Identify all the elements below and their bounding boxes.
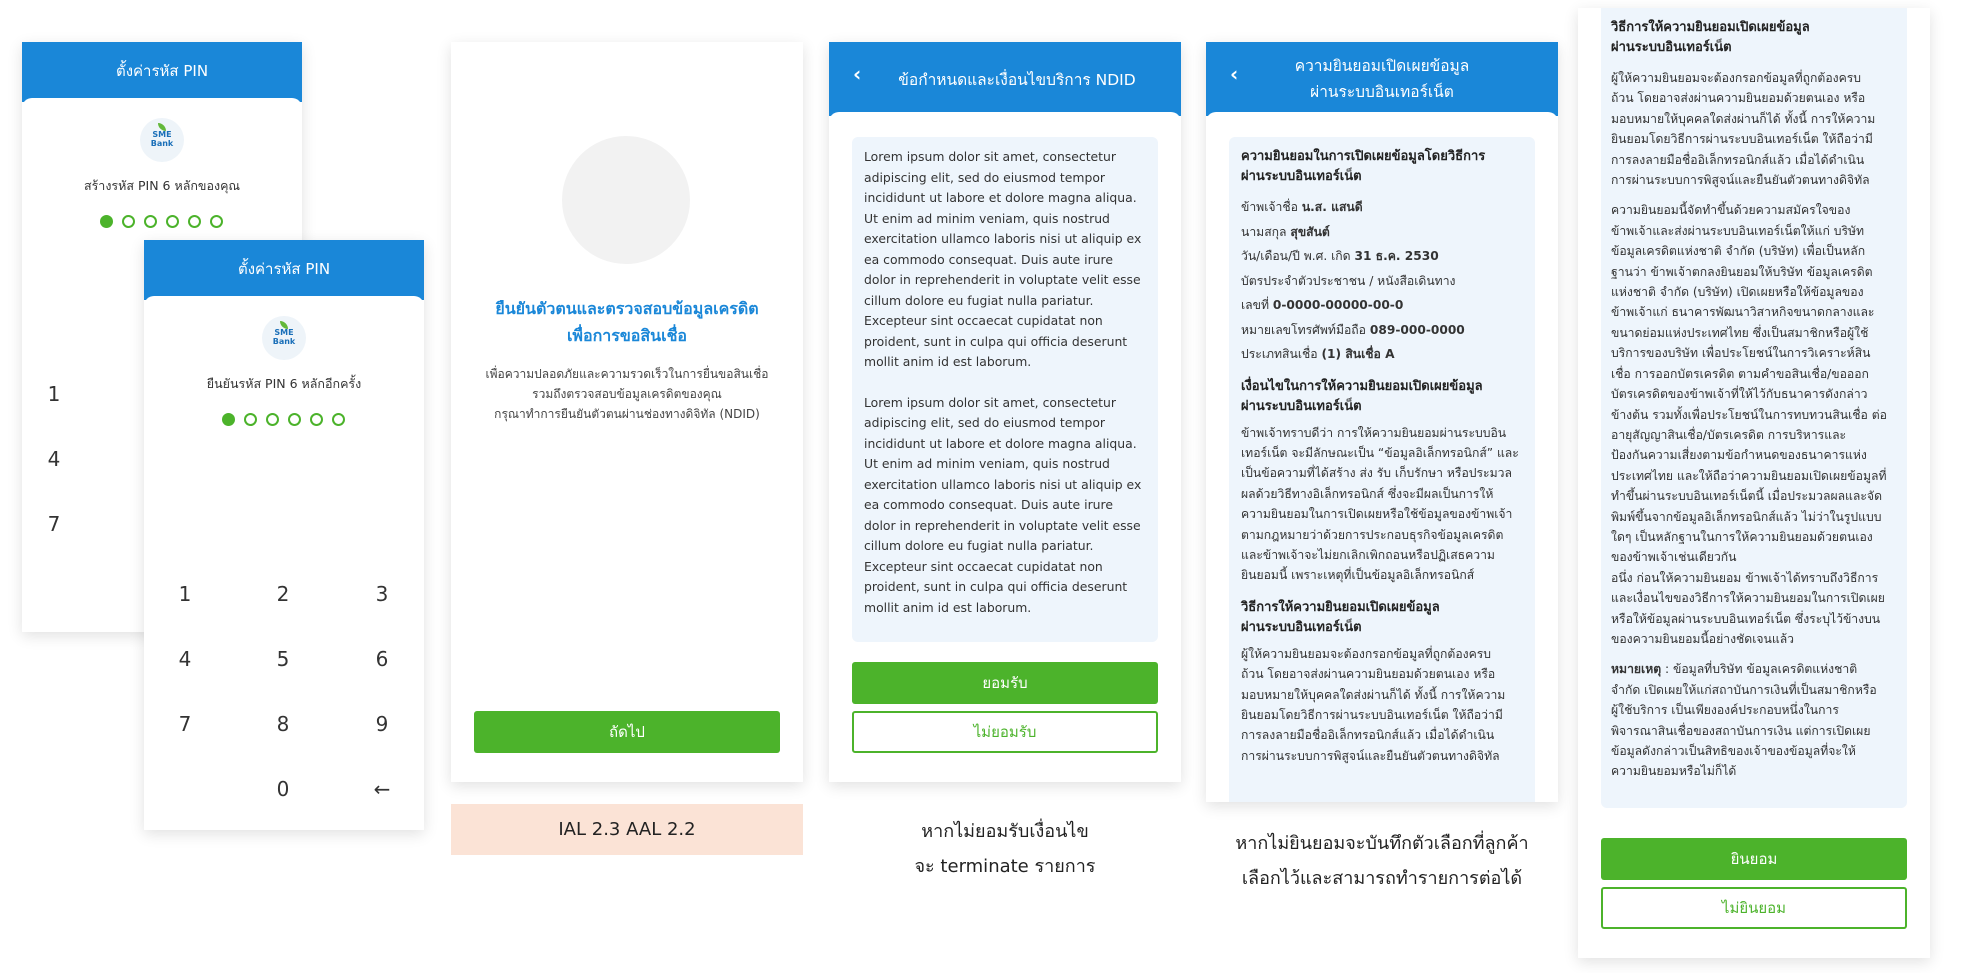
section-title: ผ่านระบบอินเทอร์เน็ต	[1611, 40, 1732, 55]
para2-line: พิมพ์ขึ้นจากข้อมูลอิเล็กทรอนิกส์แล้ว ไม่ว่าในรูปแบบ	[1611, 509, 1882, 524]
section-title: ความยินยอมในการเปิดเผยข้อมูลโดยวิธีการ	[1241, 149, 1486, 164]
section-title: ผ่านระบบอินเทอร์เน็ต	[1241, 398, 1362, 414]
accept-button[interactable]: ยอมรับ	[852, 662, 1158, 704]
header-title: ตั้งค่ารหัส PIN	[115, 62, 209, 80]
section2-line: และข้าพเจ้าจะไม่ยกเลิกเพิกถอนหรือปฏิเสธความ	[1241, 547, 1495, 562]
field-label: ข้าพเจ้าชื่อ	[1241, 200, 1298, 214]
para2-line: บัตรเครดิตของข้าพเจ้าที่ให้ไว้กับธนาคารดังกล่าว	[1611, 387, 1868, 402]
para2-line: หรือให้ข้อมูลผ่านระบบอินเทอร์เน็ต ซึ่งระบุไว้ข้างบน	[1611, 611, 1881, 626]
terms-caption	[829, 814, 1181, 884]
logo-text: SME Bank	[150, 130, 174, 148]
para2-line: ข้อมูลเครดิตแห่งชาติ จำกัด (บริษัท) เพื่อเป็นหลัก	[1611, 244, 1866, 259]
agree-button[interactable]: ยินยอม	[1601, 838, 1907, 880]
field-label: วัน/เดือน/ปี พ.ศ. เกิด	[1241, 249, 1351, 263]
pin-dot	[100, 215, 113, 228]
pin-create-header	[22, 42, 302, 102]
section3-line: ยินยอมโดยวิธีการผ่านระบบอินเทอร์เน็ต ให้ถือว่ามี	[1241, 707, 1503, 722]
note-first-line	[1611, 659, 1897, 679]
pin-dot	[244, 413, 257, 426]
consent-field-dob	[1241, 244, 1523, 269]
para2-line: แห่งชาติ จำกัด (บริษัท) เปิดเผยหรือให้ข้อมูลของ	[1611, 285, 1864, 300]
pin-confirm-card	[144, 296, 424, 830]
para1-line: มอบหมายให้บุคคลใดส่งผ่านก็ได้ ทั้งนี้ การให้ความ	[1611, 111, 1876, 126]
consent-field-id-label: บัตรประจำตัวประชาชน / หนังสือเดินทาง	[1241, 273, 1456, 288]
terms-text-box	[852, 137, 1158, 642]
keypad-key-4[interactable]: 4	[178, 647, 192, 671]
field-value: (1) สินเชื่อ A	[1321, 347, 1395, 361]
section-title: ผ่านระบบอินเทอร์เน็ต	[1241, 169, 1362, 184]
verify-identity-screen	[451, 42, 803, 782]
para1-line: การลงลายมือชื่ออิเล็กทรอนิกส์แล้ว เมื่อได้ดำเนิน	[1611, 152, 1865, 167]
para2-line: อนึ่ง ก่อนให้ความยินยอม ข้าพเจ้าได้ทราบถึงวิธีการ	[1611, 570, 1879, 585]
next-button[interactable]: ถัดไป	[474, 711, 780, 753]
disagree-button[interactable]: ไม่ยินยอม	[1601, 887, 1907, 929]
pin-dots	[100, 215, 223, 228]
field-label: เลขที่	[1241, 298, 1269, 312]
field-value: น.ส. แสนดี	[1301, 200, 1363, 214]
pin-confirm-screen	[144, 240, 424, 830]
para2-line: ใดๆ เป็นหลักฐานในการให้ความยินยอมด้วยตนเอง	[1611, 529, 1873, 544]
field-value: 0-0000-00000-00-0	[1272, 298, 1404, 312]
consent-caption-line: เลือกไว้และสามารถทำรายการต่อได้	[1241, 868, 1523, 889]
keypad-key-1[interactable]: 1	[47, 382, 61, 406]
sme-bank-logo	[262, 316, 306, 360]
header-title: ตั้งค่ารหัส PIN	[237, 260, 331, 278]
pin-dot	[222, 413, 235, 426]
para2-line: ข้างต้น รวมทั้งเพื่อประโยชน์ในการทบทวนสินเชื่อ ต่อ	[1611, 407, 1887, 422]
field-label: นามสกุล	[1241, 224, 1287, 239]
section3-line: การลงลายมือชื่ออิเล็กทรอนิกส์แล้ว เมื่อได้ดำเนิน	[1241, 728, 1495, 743]
section3-line: ผู้ให้ความยินยอมจะต้องกรอกข้อมูลที่ถูกต้องครบ	[1241, 646, 1492, 661]
para2-line: ขนาดย่อมแห่งประเทศไทย ซึ่งเป็นสมาชิกหรือผู้ใช้	[1611, 325, 1869, 340]
header-title-line: ความยินยอมเปิดเผยข้อมูล	[1294, 57, 1470, 75]
section2-line: ผลด้วยวิธีทางอิเล็กทรอนิกส์ ซึ่งจะมีผลเป็นการให้	[1241, 486, 1494, 501]
consent-header	[1206, 42, 1558, 116]
note-text: : ข้อมูลที่บริษัท ข้อมูลเครดิตแห่งชาติ	[1661, 662, 1858, 677]
keypad-key-5[interactable]: 5	[276, 647, 290, 671]
para1-line: ถ้วน โดยอาจส่งผ่านความยินยอมด้วยตนเอง หรือ	[1611, 91, 1866, 106]
para2-line: บริการของบริษัท เพื่อประโยชน์ในการวิเคราะห์สิน	[1611, 346, 1871, 361]
para2-line: ข้าพเจ้าและส่งผ่านระบบอินเทอร์เน็ตให้แก่ บริษัท	[1611, 223, 1865, 238]
para2-line: ฐานว่า ข้าพเจ้าตกลงยินยอมให้บริษัท ข้อมูลเครดิต	[1611, 264, 1873, 279]
consent-field-loan	[1241, 342, 1523, 367]
verify-description	[451, 364, 803, 424]
field-value: 31 ธ.ค. 2530	[1354, 249, 1439, 263]
consent-text-box	[1229, 137, 1535, 802]
logo-text: SME Bank	[272, 328, 296, 346]
consent-scrolled-text-box	[1601, 8, 1907, 808]
note-line: จำกัด เปิดเผยให้แก่สถาบันการเงินที่เป็นสมาชิกหรือ	[1611, 682, 1877, 697]
consent-caption-line: หากไม่ยินยอมจะบันทึกตัวเลือกที่ลูกค้า	[1235, 833, 1529, 854]
terms-caption-line: หากไม่ยอมรับเงื่อนไข	[921, 821, 1089, 842]
pin-dot	[332, 413, 345, 426]
pin-dot	[310, 413, 323, 426]
keypad-key-4[interactable]: 4	[47, 447, 61, 471]
header-title-line: ผ่านระบบอินเทอร์เน็ต	[1310, 83, 1454, 101]
para2-line: และเงื่อนไขของวิธีการให้ความยินยอมในการเปิดเผย	[1611, 591, 1885, 606]
pin-dot	[166, 215, 179, 228]
pin-confirm-header	[144, 240, 424, 300]
pin-dots	[222, 413, 345, 426]
verify-title-line: ยืนยันตัวตนและตรวจสอบข้อมูลเครดิต	[495, 299, 759, 318]
para2-line: ความยินยอมนี้จัดทำขึ้นด้วยความสมัครใจของ	[1611, 203, 1851, 218]
consent-field-surname	[1241, 220, 1523, 245]
header-title: ข้อกำหนดและเงื่อนไขบริการ NDID	[898, 71, 1136, 89]
consent-field-phone	[1241, 318, 1523, 343]
terms-caption-line: จะ terminate รายการ	[914, 856, 1096, 877]
keypad-key-7[interactable]: 7	[47, 512, 61, 536]
section-title: วิธีการให้ความยินยอมเปิดเผยข้อมูล	[1611, 20, 1810, 35]
header-title	[1206, 53, 1558, 105]
section2-line: ความยินยอมในการเปิดเผยหรือใช้ข้อมูลของข้าพเจ้า	[1241, 507, 1513, 522]
verify-desc-line: กรุณาทำการยืนยันตัวตนผ่านช่องทางดิจิทัล (NDID)	[494, 407, 760, 421]
field-value: สุขสันต์	[1290, 224, 1330, 239]
consent-field-name	[1241, 195, 1523, 220]
field-label: ประเภทสินเชื่อ	[1241, 347, 1318, 361]
keypad-key-3[interactable]: 3	[375, 582, 389, 606]
sme-bank-logo	[140, 118, 184, 162]
note-line: ความยินยอมหรือไม่ก็ได้	[1611, 764, 1737, 779]
para2-line: เชื่อ การออกบัตรเครดิต ตามคำขอสินเชื่อ/ขอออก	[1611, 366, 1869, 381]
para2-line: ข้าพเจ้าแก่ ธนาคารพัฒนาวิสาหกิจขนาดกลางและ	[1611, 305, 1875, 320]
para2-line: ประเทศไทย และให้ถือว่าความยินยอมเปิดเผยข้อมูลที่	[1611, 468, 1887, 483]
note-line: ผู้ใช้บริการ เป็นเพียงองค์ประกอบหนึ่งในการ	[1611, 703, 1839, 718]
terms-paragraph: Lorem ipsum dolor sit amet, consectetur adipiscing elit, sed do eiusmod tempor incididunt ut labore et dolore magna aliqua. Ut enim ad minim veniam, quis nostrud exercitation ullamco laboris nisi ut aliquip ex ea commodo consequat. Duis aute irure dolor in reprehenderit in voluptate velit esse cillum dolore eu fugiat nulla pariatur. Excepteur sint occaecat cupidatat non proident, sunt in culpa qui officia deserunt mollit anim id est laborum.	[864, 394, 1142, 615]
verify-desc-line: เพื่อความปลอดภัยและความรวดเร็วในการยื่นขอสินเชื่อ	[485, 367, 769, 381]
section2-line: เทอร์เน็ต จะมีลักษณะเป็น “ข้อมูลอิเล็กทรอนิกส์” และ	[1241, 445, 1519, 460]
para2-line: ของข้าพเจ้าเช่นเดียวกัน	[1611, 550, 1737, 565]
para2-line: ป้องกันความเสี่ยงตามข้อกำหนดของธนาคารแห่ง	[1611, 448, 1867, 463]
back-chevron-icon[interactable]: ‹	[1230, 62, 1239, 86]
backspace-key-icon[interactable]: ←	[373, 777, 391, 801]
field-value: 089-000-0000	[1369, 322, 1465, 337]
pin-dot	[188, 215, 201, 228]
section2-line: ข้าพเจ้าทราบดีว่า การให้ความยินยอมผ่านระบบอิน	[1241, 425, 1507, 440]
section3-line: มอบหมายให้บุคคลใดส่งผ่านก็ได้ ทั้งนี้ การให้ความ	[1241, 687, 1506, 702]
pin-prompt: ยืนยันรหัส PIN 6 หลักอีกครั้ง	[206, 376, 362, 391]
para1-line: การผ่านระบบการพิสูจน์และยืนยันตัวตนทางดิจิทัล	[1611, 173, 1870, 188]
para2-line: อายุสัญญาสินเชื่อ/บัตรเครดิต การบริหารและ	[1611, 427, 1847, 442]
para2-line: ทำขึ้นผ่านระบบอินเทอร์เน็ตนี้ เมื่อประมวลผลและจัด	[1611, 489, 1882, 504]
pin-dot	[122, 215, 135, 228]
keypad-key-8[interactable]: 8	[276, 712, 290, 736]
keypad-key-9[interactable]: 9	[375, 712, 389, 736]
keypad-key-7[interactable]: 7	[178, 712, 192, 736]
section3-line: การผ่านระบบการพิสูจน์และยืนยันตัวตนทางดิจิทัล	[1241, 748, 1500, 763]
verify-title-line: เพื่อการขอสินเชื่อ	[566, 326, 688, 345]
field-label: หมายเลขโทรศัพท์มือถือ	[1241, 322, 1366, 337]
illustration-placeholder	[562, 136, 690, 264]
terms-header	[829, 42, 1181, 116]
section-title: เงื่อนไขในการให้ความยินยอมเปิดเผยข้อมูล	[1241, 378, 1483, 394]
verify-desc-line: รวมถึงตรวจสอบข้อมูลเครดิตของคุณ	[532, 387, 722, 401]
pin-dot	[288, 413, 301, 426]
pin-dot	[144, 215, 157, 228]
ial-aal-caption: IAL 2.3 AAL 2.2	[451, 804, 803, 855]
section-title: วิธีการให้ความยินยอมเปิดเผยข้อมูล	[1241, 599, 1440, 615]
note-line: พิจารณาสินเชื่อของสถาบันการเงิน แต่การเปิดเผย	[1611, 723, 1871, 738]
decline-button[interactable]: ไม่ยอมรับ	[852, 711, 1158, 753]
verify-title	[451, 295, 803, 349]
ndid-terms-screen	[829, 42, 1181, 782]
pin-dot	[210, 215, 223, 228]
para2-line: ของความยินยอมนี้อย่างชัดเจนแล้ว	[1611, 631, 1795, 646]
back-chevron-icon[interactable]: ‹	[853, 62, 862, 86]
terms-paragraph: Lorem ipsum dolor sit amet, consectetur adipiscing elit, sed do eiusmod tempor incididunt ut labore et dolore magna aliqua. Ut enim ad minim veniam, quis nostrud exercitation ullamco laboris nisi ut aliquip ex ea commodo consequat. Duis aute irure dolor in reprehenderit in voluptate velit esse cillum dolore eu fugiat nulla pariatur. Excepteur sint occaecat cupidatat non proident, sunt in culpa qui officia deserunt mollit anim id est laborum.	[864, 149, 1142, 369]
consent-caption	[1206, 826, 1558, 896]
note-line: ข้อมูลดังกล่าวเป็นสิทธิของเจ้าของข้อมูลที่จะให้	[1611, 744, 1856, 758]
para1-line: ยินยอมโดยวิธีการผ่านระบบอินเทอร์เน็ต ให้ถือว่ามี	[1611, 132, 1873, 147]
section-title: ผ่านระบบอินเทอร์เน็ต	[1241, 619, 1362, 635]
keypad-key-2[interactable]: 2	[276, 582, 290, 606]
consent-field-id	[1241, 293, 1523, 318]
keypad-key-6[interactable]: 6	[375, 647, 389, 671]
section2-line: เป็นข้อความที่ได้สร้าง ส่ง รับ เก็บรักษา หรือประมวล	[1241, 466, 1512, 481]
pin-dot	[266, 413, 279, 426]
consent-scrolled-screen	[1578, 8, 1930, 958]
note-label: หมายเหตุ	[1611, 662, 1662, 677]
section2-line: ตามกฎหมายว่าด้วยการประกอบธุรกิจข้อมูลเครดิต	[1241, 527, 1504, 542]
section2-line: ยินยอมนี้ เพราะเหตุที่เป็นข้อมูลอิเล็กทรอนิกส์	[1241, 568, 1475, 583]
para1-line: ผู้ให้ความยินยอมจะต้องกรอกข้อมูลที่ถูกต้องครบ	[1611, 71, 1862, 85]
section3-line: ถ้วน โดยอาจส่งผ่านความยินยอมด้วยตนเอง หรือ	[1241, 667, 1496, 682]
keypad-key-1[interactable]: 1	[178, 582, 192, 606]
pin-prompt: สร้างรหัส PIN 6 หลักของคุณ	[83, 178, 241, 193]
consent-screen	[1206, 42, 1558, 802]
keypad-key-0[interactable]: 0	[276, 777, 290, 801]
